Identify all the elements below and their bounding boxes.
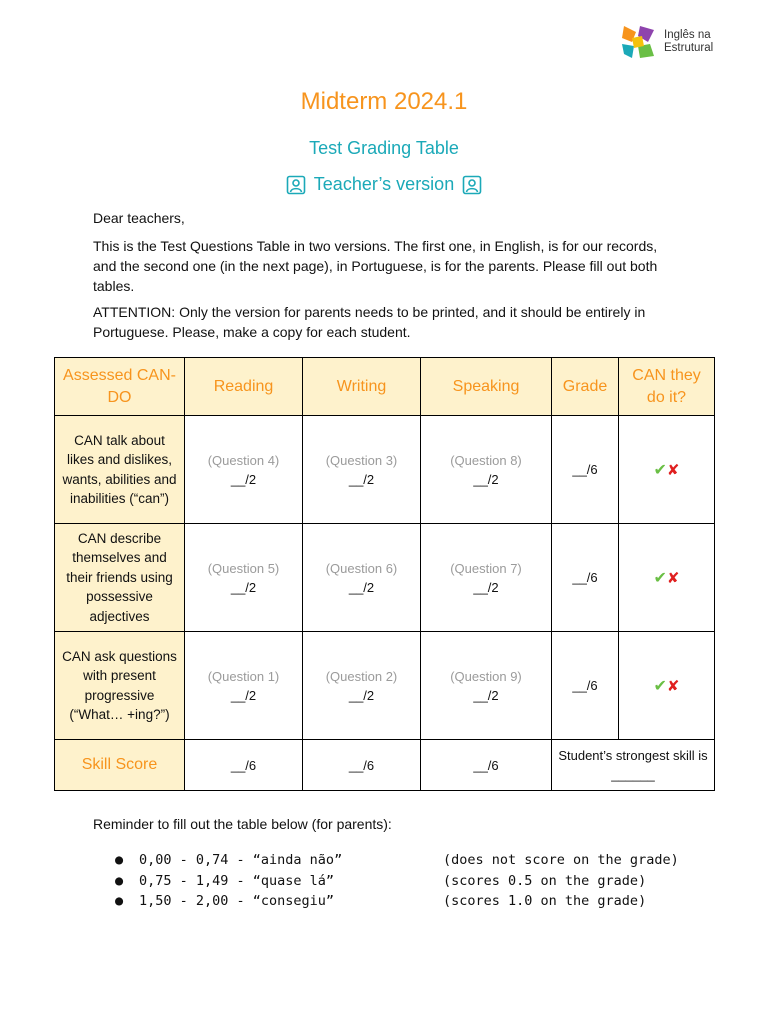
rule-note: (does not score on the grade)	[443, 852, 679, 868]
logo-line-2: Estrutural	[664, 42, 714, 54]
scoring-rules-list	[115, 850, 679, 912]
header-speaking: Speaking	[421, 358, 552, 416]
score-blank: __/6	[348, 757, 375, 773]
question-ref: (Question 5)	[207, 560, 280, 576]
can-do-cell[interactable]	[619, 632, 715, 740]
writing-cell[interactable]	[303, 524, 421, 632]
version-label: Teacher’s version	[313, 174, 455, 194]
writing-cell[interactable]	[303, 632, 421, 740]
score-blank: __/2	[348, 579, 375, 595]
skill-score-label: Skill Score	[55, 740, 185, 791]
question-ref: (Question 7)	[450, 560, 522, 576]
question-ref: (Question 1)	[207, 668, 280, 684]
header-grade: Grade	[552, 358, 619, 416]
header-writing: Writing	[303, 358, 421, 416]
table-row	[55, 632, 715, 740]
table-row	[55, 416, 715, 524]
question-ref: (Question 3)	[325, 452, 398, 468]
page-title: Midterm 2024.1	[300, 88, 468, 115]
strongest-skill-cell[interactable]: Student’s strongest skill is ______	[552, 740, 715, 791]
skill-reading-cell[interactable]	[185, 740, 303, 791]
score-blank: __/2	[473, 471, 499, 487]
score-blank: __/2	[473, 579, 499, 595]
skill-speaking-cell[interactable]	[421, 740, 552, 791]
teacher-icon	[462, 175, 482, 195]
score-blank: __/2	[230, 687, 257, 703]
reading-cell[interactable]	[185, 416, 303, 524]
question-ref: (Question 2)	[325, 668, 398, 684]
reading-cell[interactable]	[185, 632, 303, 740]
score-blank: __/2	[348, 687, 375, 703]
cross-icon[interactable]: ✘	[666, 677, 680, 695]
table-row	[55, 524, 715, 632]
skill-score-row	[55, 740, 715, 791]
score-blank: __/6	[473, 757, 499, 773]
grade-blank: __/6	[572, 678, 598, 693]
question-ref: (Question 6)	[325, 560, 398, 576]
can-do-cell[interactable]	[619, 524, 715, 632]
writing-cell[interactable]	[303, 416, 421, 524]
score-blank: __/2	[230, 471, 257, 487]
speaking-cell[interactable]	[421, 632, 552, 740]
can-do-cell[interactable]	[619, 416, 715, 524]
cross-icon[interactable]: ✘	[666, 461, 680, 479]
question-ref: (Question 4)	[207, 452, 280, 468]
intro-paragraph: This is the Test Questions Table in two versions. The first one, in English, is for our records, and the second one (in the next page), in Portuguese, is for the parents. Please fill out both tables.	[93, 238, 658, 294]
cando-cell: CAN describe themselves and their friends using possessive adjectives	[55, 524, 185, 632]
intro-text	[93, 208, 683, 348]
greeting: Dear teachers,	[93, 210, 185, 226]
score-blank: __/2	[473, 687, 499, 703]
question-ref: (Question 9)	[450, 668, 522, 684]
speaking-cell[interactable]	[421, 524, 552, 632]
logo	[620, 24, 713, 60]
header-can-they: CAN they do it?	[619, 358, 715, 416]
teacher-icon	[286, 175, 306, 195]
check-icon[interactable]: ✔	[653, 569, 667, 587]
header-reading: Reading	[185, 358, 303, 416]
version-line	[0, 174, 768, 195]
skill-writing-cell[interactable]	[303, 740, 421, 791]
grade-cell[interactable]	[552, 416, 619, 524]
rule-range: 0,75 - 1,49 - “quase lá”	[139, 872, 335, 889]
score-blank: __/2	[348, 471, 375, 487]
cando-cell: CAN ask questions with present progressive (“What… +ing?”)	[55, 632, 185, 740]
logo-line-1: Inglês na	[664, 29, 711, 41]
cross-icon[interactable]: ✘	[666, 569, 680, 587]
question-ref: (Question 8)	[450, 452, 522, 468]
rule-note: (scores 1.0 on the grade)	[443, 893, 647, 909]
score-blank: __/2	[230, 579, 257, 595]
list-item: ● 0,00 - 0,74 - “ainda não” (does not score on the grade)	[115, 850, 679, 871]
reminder-text: Reminder to fill out the table below (for parents):	[93, 816, 392, 832]
rule-note: (scores 0.5 on the grade)	[443, 872, 647, 889]
reading-cell[interactable]	[185, 524, 303, 632]
grade-blank: __/6	[572, 570, 598, 585]
cando-cell: CAN talk about likes and dislikes, wants, abilities and inabilities (“can”)	[55, 416, 185, 524]
list-item: ● 0,75 - 1,49 - “quase lá” (scores 0.5 on the grade)	[115, 871, 679, 892]
page-subtitle: Test Grading Table	[309, 138, 459, 158]
table-header-row	[55, 358, 715, 416]
grade-cell[interactable]	[552, 524, 619, 632]
attention-note: ATTENTION: Only the version for parents needs to be printed, and it should be entirely in Portuguese. Please, make a copy for each student.	[93, 304, 646, 340]
score-blank: __/6	[230, 757, 257, 773]
grading-table	[54, 357, 715, 791]
list-item: ● 1,50 - 2,00 - “consegiu” (scores 1.0 on the grade)	[115, 891, 679, 912]
grade-blank: __/6	[572, 462, 598, 477]
logo-mark-icon	[620, 24, 656, 60]
header-cando: Assessed CAN-DO	[55, 358, 185, 416]
check-icon[interactable]: ✔	[653, 677, 667, 695]
grade-cell[interactable]	[552, 632, 619, 740]
check-icon[interactable]: ✔	[653, 461, 667, 479]
speaking-cell[interactable]	[421, 416, 552, 524]
rule-range: 0,00 - 0,74 - “ainda não”	[139, 852, 343, 868]
rule-range: 1,50 - 2,00 - “consegiu”	[139, 893, 335, 909]
